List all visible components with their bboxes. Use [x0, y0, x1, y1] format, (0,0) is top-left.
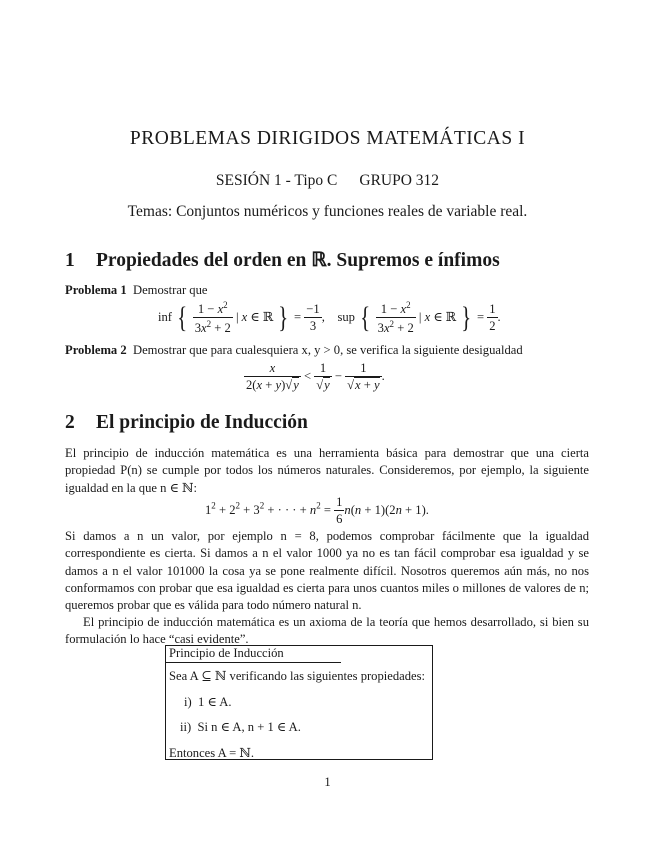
session-line	[0, 172, 655, 190]
problem-1-text: Demostrar que	[132, 283, 208, 297]
group-label: GRUPO 312	[359, 172, 440, 189]
problem-2-formula: $\frac{x}{2(x + y)√y}$ < $\frac{1}{√y}$ − $\frac{1}{√x + y}$ .	[246, 361, 385, 392]
section-1-title: Propiedades del orden en ℝ. Supremos e ínfimos	[96, 250, 500, 271]
problem-2-text: Demostrar que para cualesquiera x, y > 0, se verifica la siguiente desigualdad	[132, 343, 523, 357]
paragraph-3: El principio de inducción matemática es un axioma de la teoría que hemos desarrollado, si bien su formulación lo hace “casi evidente”.	[65, 615, 589, 647]
section-2-title: El principio de Inducción	[96, 412, 308, 433]
page-title: PROBLEMAS DIRIGIDOS MATEMÁTICAS I	[129, 128, 526, 149]
problem-1-label: Problema 1	[65, 283, 127, 297]
box-title-underline	[166, 662, 341, 663]
session-label: SESIÓN 1 - Tipo C	[215, 172, 338, 189]
box-conclusion: Entonces A = ℕ.	[169, 746, 255, 760]
sum-formula: $1^2 + 2^2 + 3^2$ + · · · + $n^2$ = $\frac{1}{6}$ n(n + 1)(2n + 1).	[205, 495, 429, 526]
box-item-1-label: i)	[184, 695, 192, 709]
box-item-1-text: 1 ∈ A.	[198, 695, 232, 709]
problem-2-label: Problema 2	[65, 343, 127, 357]
box-title: Principio de Inducción	[169, 646, 284, 660]
box-item-1	[184, 694, 231, 710]
box-item-2	[180, 719, 301, 735]
problem-2	[65, 343, 523, 358]
paragraph-1: El principio de inducción matemática es una herramienta básica para demostrar que una cierta propiedad P(n) se cumple por todos los números naturales. Consideremos, por ejemplo, la siguiente igualdad en la que n ∈ ℕ:	[65, 446, 589, 495]
box-item-2-text: Si n ∈ A, n + 1 ∈ A.	[197, 720, 301, 734]
page-number: 1	[324, 775, 331, 789]
section-1-number: 1	[65, 250, 75, 271]
induction-principle-box	[165, 645, 433, 760]
topics-line: Temas: Conjuntos numéricos y funciones reales de variable real.	[127, 203, 528, 220]
section-2-number: 2	[65, 412, 75, 433]
box-line-1: Sea A ⊆ ℕ verificando las siguientes propiedades:	[169, 669, 426, 683]
section-1-heading	[65, 248, 500, 272]
problem-1-formula: inf { $\frac{1 - x^2}{3x^2 + 2}$ | x ∈ ℝ } = $\frac{-1}{3}$ , sup { $\frac{1 - x^2}{3x^2 + 2}$ | x ∈ ℝ } = $\frac{1}{2}$ .	[158, 300, 501, 336]
box-item-2-label: ii)	[180, 720, 192, 734]
paragraph-2: Si damos a n un valor, por ejemplo n = 8, podemos comprobar fácilmente que la igualdad correspondiente es cierta. Si damos a n el valor 1000 ya no es tan fácil comprobar esa igualdad y se damos a n el valor 101000 la cosa ya se pone realmente difícil. Nosotros queremos aún más, no nos conformamos con probar que esa igualdad es cierta para unos cuantos miles o millones de valores de n; queremos probar que es válida para todo número natural n.	[65, 529, 589, 613]
section-2-heading	[65, 412, 308, 434]
problem-1	[65, 283, 207, 298]
